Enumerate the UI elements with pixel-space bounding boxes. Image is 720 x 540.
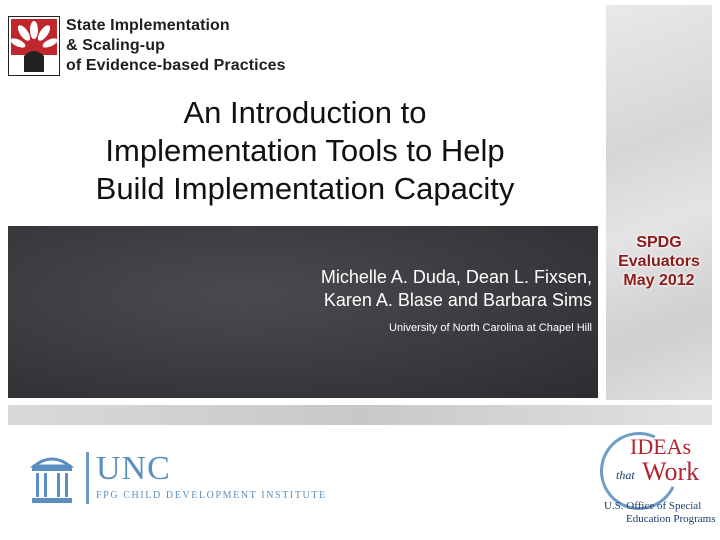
logo-separator [86,452,89,504]
slide-title [20,94,590,208]
title-line-3: Build Implementation Capacity [95,171,515,206]
fan-emblem-icon [8,16,60,76]
event-line-1: SPDG [636,234,682,251]
affiliation: University of North Carolina at Chapel Hill [389,322,592,334]
sisep-logo [8,14,288,78]
title-line-1: An Introduction to [183,95,427,130]
authors-line-2: Karen A. Blase and Barbara Sims [323,290,592,310]
osep-line-2: Education Programs [626,513,716,525]
side-panel [606,5,712,400]
that-word: that [616,468,635,482]
logo-text [66,16,286,76]
event-label [606,233,712,290]
authors-line-1: Michelle A. Duda, Dean L. Fixsen, [320,267,592,287]
unc-logo [30,450,350,510]
authors [321,266,592,312]
title-line-2: Implementation Tools to Help [105,133,505,168]
divider-bar [8,405,712,425]
author-band [8,226,598,398]
logo-line-2: & Scaling-up [66,37,165,54]
ideas-that-work-logo [596,424,716,534]
event-line-2: Evaluators [618,253,700,270]
osep-label [604,500,716,526]
unc-subtitle: FPG CHILD DEVELOPMENT INSTITUTE [96,490,327,501]
ideas-word: IDEAs [630,434,692,459]
unc-name: UNC [96,450,171,487]
work-word: Work [642,457,700,486]
osep-line-1: U.S. Office of Special [604,500,702,512]
logo-line-1: State Implementation [66,17,230,34]
logo-line-3: of Evidence-based Practices [66,57,286,74]
old-well-icon [30,452,74,506]
event-line-3: May 2012 [623,272,695,289]
